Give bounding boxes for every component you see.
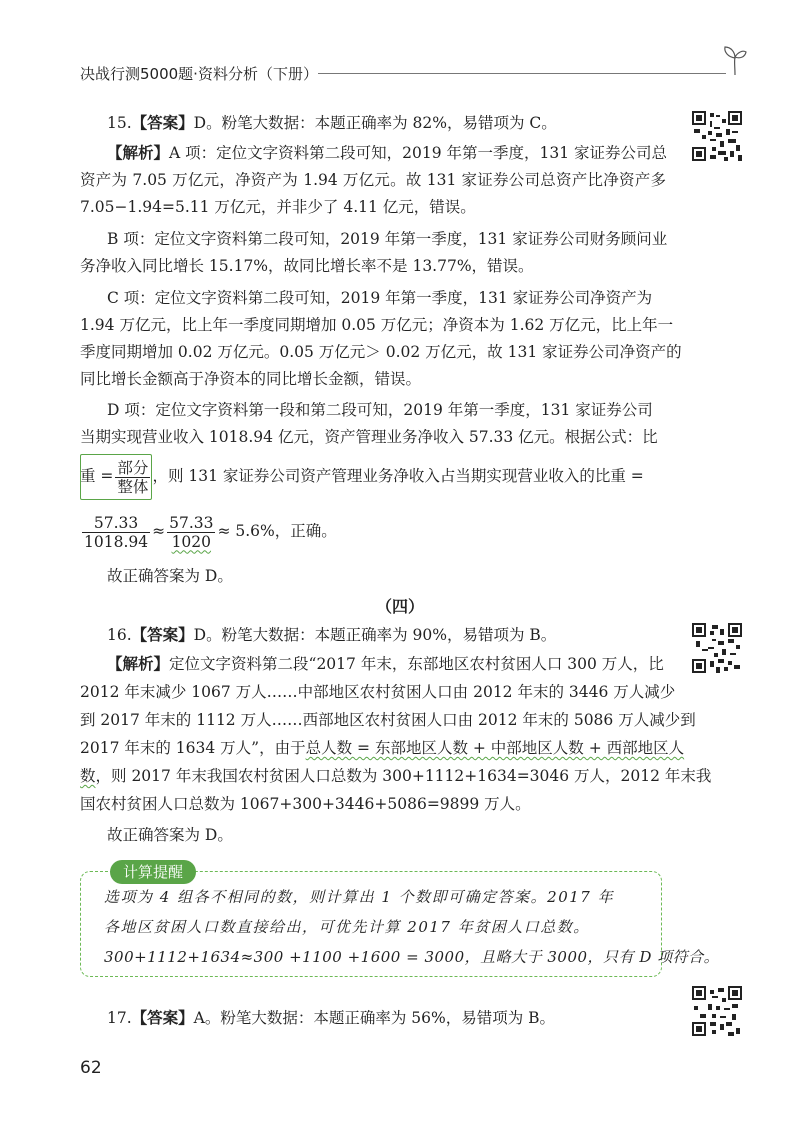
- approx-symbol: ≈: [152, 522, 166, 540]
- analysis-text: 7.05−1.94=5.11 万亿元，并非少了 4.11 亿元，错误。: [80, 198, 476, 216]
- answer-text: D。粉笔大数据：本题正确率为 90%，易错项为 B。: [193, 626, 557, 644]
- analysis-line: 资产为 7.05 万亿元，净资产为 1.94 万亿元。故 131 家证券公司总资产比净资产多: [80, 171, 666, 189]
- analysis-line: C 项：定位文字资料第二段可知，2019 年第一季度，131 家证券公司净资产为: [107, 289, 653, 307]
- analysis-line: 2012 年末减少 1067 万人……中部地区农村贫困人口由 2012 年末的 3446 万人减少: [80, 683, 676, 701]
- formula-text: ，则 131 家证券公司资产管理业务净收入占当期实现营业收入的比重 =: [152, 467, 644, 485]
- analysis-line: [80, 197, 476, 217]
- question-number: 16.: [107, 626, 132, 644]
- question-number: 15.: [107, 114, 132, 132]
- analysis-line: 国农村贫困人口总数为 1067+300+3446+5086=9899 万人。: [80, 795, 531, 813]
- qr-code-icon[interactable]: [692, 986, 742, 1036]
- fraction: $\frac{57.33}{1020}$: [169, 513, 214, 551]
- running-header-title: 决战行测5000题·资料分析（下册）: [80, 65, 318, 83]
- analysis-label: 【解析】: [107, 655, 170, 673]
- analysis-line: [80, 766, 711, 786]
- page-number: 62: [80, 1058, 102, 1078]
- header-rule: [318, 73, 726, 74]
- analysis-line: 到 2017 年末的 1112 万人……西部地区农村贫困人口由 2012 年末的 5086 万人减少到: [80, 711, 696, 729]
- question-number: 17.: [107, 1009, 132, 1027]
- calculation-line: [80, 512, 337, 551]
- formula-highlight-box: [80, 454, 152, 500]
- calculation-tip-badge: 计算提醒: [110, 860, 196, 884]
- sprout-icon: [722, 44, 748, 76]
- answer-label: 【答案】: [131, 1009, 194, 1027]
- conclusion-line: 故正确答案为 D。: [107, 826, 233, 844]
- tip-line: 选项为 4 组各不相同的数，则计算出 1 个数即可确定答案。2017 年: [104, 888, 615, 906]
- analysis-label: 【解析】: [107, 144, 170, 162]
- section-title: （四）: [375, 597, 424, 616]
- fraction: $\frac{57.33}{1018.94}$: [84, 513, 149, 551]
- tip-line: 各地区贫困人口数直接给出，可优先计算 2017 年贫困人口总数。: [104, 918, 590, 936]
- formula-line: [80, 457, 644, 496]
- analysis-line: 1.94 万亿元，比上年一季度同期增加 0.05 万亿元；净资本为 1.62 万亿元，比上年一: [80, 316, 674, 334]
- analysis-line: [80, 738, 684, 758]
- analysis-line: 当期实现营业收入 1018.94 亿元，资产管理业务净收入 57.33 亿元。根据公式：比: [80, 428, 658, 446]
- analysis-text: A 项：定位文字资料第二段可知，2019 年第一季度，131 家证券公司总: [169, 144, 668, 162]
- answer-line-15: [107, 113, 557, 133]
- key-formula: 总人数 = 东部地区人数 + 中部地区人数 + 西部地区人: [305, 739, 685, 757]
- analysis-line: 务净收入同比增长 15.17%，故同比增长率不是 13.77%，错误。: [80, 257, 534, 275]
- qr-code-icon[interactable]: [692, 111, 742, 161]
- calculation-result: ≈ 5.6%，正确。: [217, 522, 337, 540]
- answer-label: 【答案】: [131, 626, 194, 644]
- analysis-text: 2017 年末的 1634 万人”，由于: [80, 739, 306, 757]
- analysis-line: 同比增长金额高于净资本的同比增长金额，错误。: [80, 370, 422, 388]
- answer-text: A。粉笔大数据：本题正确率为 56%，易错项为 B。: [193, 1009, 556, 1027]
- analysis-text: 定位文字资料第二段“2017 年末，东部地区农村贫困人口 300 万人，比: [169, 655, 664, 673]
- analysis-line: D 项：定位文字资料第一段和第二段可知，2019 年第一季度，131 家证券公司: [107, 401, 653, 419]
- analysis-text: ，则 2017 年末我国农村贫困人口总数为 300+1112+1634=3046 万人，2012 年末我: [95, 767, 712, 785]
- key-formula: 数: [80, 767, 96, 785]
- analysis-line: 季度同期增加 0.02 万亿元。0.05 万亿元＞ 0.02 万亿元，故 131 家证券公司净资产的: [80, 343, 682, 361]
- answer-line-17: [107, 1008, 555, 1028]
- analysis-line: [107, 654, 664, 674]
- analysis-line: [107, 143, 667, 163]
- answer-line-16: [107, 625, 556, 645]
- answer-text: D。粉笔大数据：本题正确率为 82%，易错项为 C。: [193, 114, 557, 132]
- fraction-part-over-whole: $\frac{\text{部分}}{\text{整体}}$: [117, 458, 149, 496]
- answer-label: 【答案】: [131, 114, 194, 132]
- tip-line: 300+1112+1634≈300 +1100 +1600 = 3000，且略大于 3000，只有 D 项符合。: [104, 948, 720, 966]
- analysis-line: B 项：定位文字资料第二段可知，2019 年第一季度，131 家证券公司财务顾问业: [107, 230, 668, 248]
- qr-code-icon[interactable]: [692, 623, 742, 673]
- formula-lhs: 重 =: [80, 467, 114, 485]
- conclusion-line: 故正确答案为 D。: [107, 567, 233, 585]
